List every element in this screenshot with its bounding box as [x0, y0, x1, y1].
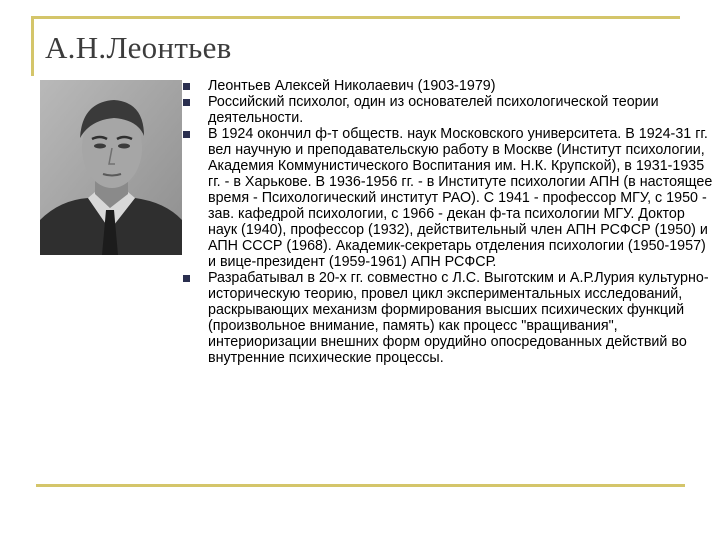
bullet-item [183, 126, 716, 270]
bullet-item [183, 270, 716, 366]
bullet-text: В 1924 окончил ф-т обществ. наук Московского университета. В 1924-31 гг. вел научную и преподавательскую работу в Москве (Институт психологии, Академия Коммунистического Воспитания им. Н.К. Крупской), в 1931-1935 гг. - в Харькове. В 1936-1956 гг. - в Институте психологии АПН (в настоящее время - Психологический институт РАО). С 1941 - профессор МГУ, с 1950 - зав. кафедрой психологии, с 1966 - декан ф-та психологии МГУ. Доктор наук (1940), профессор (1932), действительный член АПН РСФСР (1950) и АПН СССР (1968). Академик-секретарь отделения психологии (1950-1957) и вице-президент (1959-1961) АПН РСФСР. [208, 126, 713, 270]
portrait-photo [40, 80, 182, 255]
bullet-item [183, 78, 716, 94]
square-bullet-icon [183, 99, 190, 106]
bullet-list [183, 78, 716, 366]
square-bullet-icon [183, 131, 190, 138]
square-bullet-icon [183, 275, 190, 282]
bullet-text: Российский психолог, один из основателей психологической теории деятельности. [208, 94, 659, 126]
bullet-item [183, 94, 716, 126]
slide-title: А.Н.Леонтьев [45, 30, 232, 65]
bullet-text: Леонтьев Алексей Николаевич (1903-1979) [208, 78, 496, 94]
portrait-icon [40, 80, 182, 255]
square-bullet-icon [183, 83, 190, 90]
top-rule [31, 16, 680, 19]
left-rule [31, 16, 34, 76]
bullet-text: Разрабатывал в 20-х гг. совместно с Л.С. Выготским и А.Р.Лурия культурно-историческую теорию, провел цикл экспериментальных исследований, раскрывающих механизм формирования высших психических функций (произвольное внимание, память) как процесс "вращивания", интериоризации внешних форм орудийно опосредованных действий во внутренние психические процессы. [208, 270, 709, 366]
bottom-rule [36, 484, 685, 487]
